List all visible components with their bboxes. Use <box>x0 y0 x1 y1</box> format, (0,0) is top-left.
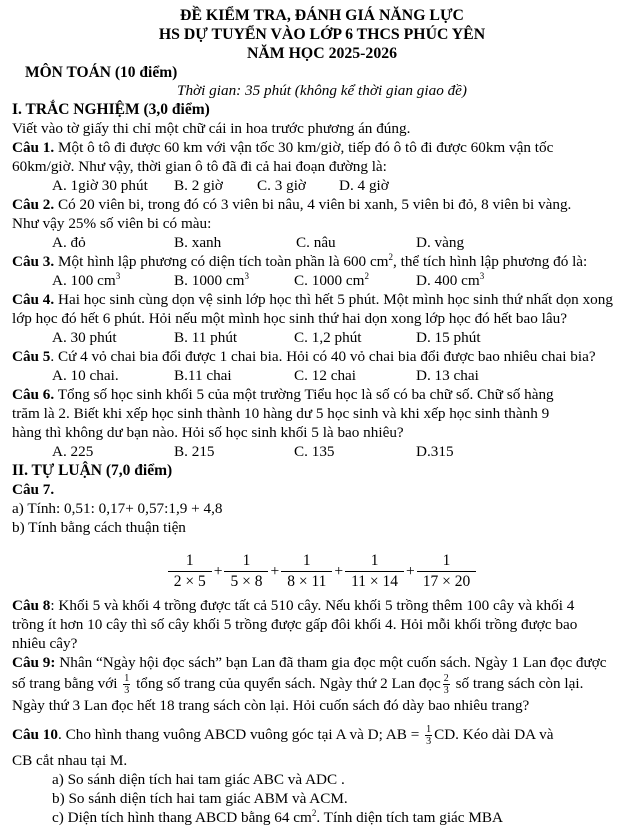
question-8 <box>12 596 632 653</box>
question-part-b: b) Tính bằng cách thuận tiện <box>12 519 186 536</box>
question-part-a: a) Tính: 0,51: 0,17+ 0,57:1,9 + 4,8 <box>12 500 223 517</box>
question-text: trăm là 2. Biết khi xếp học sinh thành 10 hàng dư 5 học sinh và khi xếp học sinh thành 9 <box>12 405 550 422</box>
question-text: Tổng số học sinh khối 5 của một trường Tiểu học là số có ba chữ số. Chữ số hàng <box>54 386 554 403</box>
time-note: Thời gian: 35 phút (không kể thời gian giao đề) <box>177 82 467 99</box>
option-c: C. 135 <box>294 443 335 460</box>
plus-sign: + <box>270 563 280 580</box>
question-label: Câu 4. <box>12 291 55 308</box>
option-b: B. xanh <box>174 234 222 251</box>
question-label: Câu 3. <box>12 253 55 270</box>
fraction: $\frac{1}{3}$ <box>124 673 130 697</box>
options <box>12 271 632 290</box>
option-b: B.11 chai <box>174 367 232 384</box>
option-a: A. 225 <box>52 443 94 460</box>
question-2 <box>12 195 632 252</box>
options <box>12 176 632 195</box>
question-10 <box>12 723 632 827</box>
question-5 <box>12 347 632 385</box>
question-label: Câu 6. <box>12 386 55 403</box>
option-d: D. 15 phút <box>416 329 481 346</box>
option-b: B. 2 giờ <box>174 177 223 194</box>
option-d: D. 4 giờ <box>339 177 389 194</box>
question-7 <box>12 480 632 592</box>
question-label: Câu 7. <box>12 481 55 498</box>
fraction: $\frac{1}{11 \times 14}$ <box>348 551 401 592</box>
option-a: A. 1giờ 30 phút <box>52 177 148 194</box>
question-part-c: c) Diện tích hình thang ABCD bằng 64 $cm^2$. Tính diện tích tam giác MBA <box>52 808 503 827</box>
subject-heading: MÔN TOÁN (10 điểm) <box>25 64 178 81</box>
option-c: C. 1,2 phút <box>294 329 362 346</box>
option-d: D. 13 chai <box>416 367 479 384</box>
question-text: , thể tích hình lập phương đó là: <box>393 253 588 270</box>
question-label: Câu 10 <box>12 726 58 744</box>
exam-title-line2: HS DỰ TUYỂN VÀO LỚP 6 THCS PHÚC YÊN <box>158 26 486 43</box>
fraction: $\frac{1}{17 \times 20}$ <box>420 551 474 592</box>
plus-sign: + <box>213 563 223 580</box>
option-c: C. 3 giờ <box>257 177 306 194</box>
plus-sign: + <box>334 563 344 580</box>
question-part-b: b) So sánh diện tích hai tam giác ABM và ACM. <box>52 790 348 808</box>
question-text: Nhân “Ngày hội đọc sách” bạn Lan đã tham gia đọc một cuốn sách. Ngày 1 Lan đọc được <box>55 654 607 671</box>
question-text: nhiêu cây? <box>12 635 78 652</box>
option-a: A. 30 phút <box>52 329 117 346</box>
question-text: tổng số trang của quyển sách. Ngày thứ 2 Lan đọc <box>132 675 441 692</box>
option-a: A. 100 $cm^3$ <box>52 271 121 289</box>
question-text: CB cắt nhau tại M. <box>12 752 128 770</box>
question-label: Câu 5 <box>12 348 51 365</box>
question-text: trồng ít hơn 10 cây thì số cây khối 5 trồng được gấp đôi khối 4. Hỏi mỗi khối trồng được bao <box>12 616 578 633</box>
options <box>12 233 632 252</box>
fraction: $\frac{1}{8 \times 11}$ <box>284 551 329 592</box>
fraction-sum <box>12 551 632 592</box>
section-essay-heading: II. TỰ LUẬN (7,0 điểm) <box>12 462 173 479</box>
question-text: : Khối 5 và khối 4 trồng được tất cả 510 cây. Nếu khối 5 trồng thêm 100 cây và khối 4 <box>50 597 575 614</box>
question-9 <box>12 653 632 715</box>
option-d: D. vàng <box>416 234 465 251</box>
option-b: B. 215 <box>174 443 215 460</box>
question-text: . Cứ 4 vỏ chai bia đổi được 1 chai bia. Hỏi có 40 vỏ chai bia đổi được bao nhiêu chai bia? <box>50 348 596 365</box>
options <box>12 328 632 347</box>
question-part-a: a) So sánh diện tích hai tam giác ABC và ADC . <box>52 771 345 789</box>
question-text: Hai học sinh cùng dọn vệ sinh lớp học thì hết 5 phút. Một mình học sinh thứ nhất dọn xong <box>54 291 613 308</box>
option-b: B. 11 phút <box>174 329 238 346</box>
question-text: CD. Kéo dài DA và <box>434 726 554 744</box>
question-text: Ngày thứ 3 Lan đọc hết 18 trang sách còn lại. Hỏi cuốn sách đó dày bao nhiêu trang? <box>12 697 530 715</box>
question-label: Câu 8 <box>12 597 51 614</box>
section-multiple-choice-heading: I. TRẮC NGHIỆM (3,0 điểm) <box>12 101 210 118</box>
option-d: D. 400 $cm^3$ <box>416 271 485 289</box>
options <box>12 442 632 461</box>
question-4 <box>12 290 632 347</box>
question-label: Câu 1. <box>12 139 55 156</box>
question-text: số trang sách còn lại. <box>451 675 584 692</box>
option-a: A. 10 chai. <box>52 367 119 384</box>
fraction: $\frac{1}{3}$ <box>426 724 432 748</box>
question-text: Có 20 viên bi, trong đó có 3 viên bi nâu, 4 viên bi xanh, 5 viên bi đỏ, 8 viên bi vàng. <box>54 196 572 213</box>
question-6 <box>12 385 632 461</box>
question-text: số trang bằng với <box>12 675 122 692</box>
option-d: D.315 <box>416 443 454 460</box>
question-text: Như vậy 25% số viên bi có màu: <box>12 215 212 232</box>
fraction: $\frac{1}{5 \times 8}$ <box>227 551 265 592</box>
question-text: hàng thì không dư bạn nào. Hỏi số học sinh khối 5 là bao nhiêu? <box>12 424 404 441</box>
question-1 <box>12 138 632 195</box>
question-label: Câu 2. <box>12 196 55 213</box>
question-3 <box>12 252 632 290</box>
exam-page <box>12 0 632 827</box>
fraction: 1 2 × 5 <box>171 551 209 592</box>
option-c: C. 12 chai <box>294 367 357 384</box>
question-label: Câu 9: <box>12 654 56 671</box>
options <box>12 366 632 385</box>
option-b: B. 1000 $cm^3$ <box>174 271 249 289</box>
fraction: $\frac{2}{3}$ <box>443 673 449 697</box>
plus-sign: + <box>406 563 415 580</box>
option-c: C. 1000 $cm^2$ <box>294 271 369 289</box>
question-text: lớp học đó hết 6 phút. Hỏi nếu một mình học sinh thứ hai dọn xong lớp học đó hết bao lâu? <box>12 310 567 327</box>
option-c: C. nâu <box>296 234 336 251</box>
exam-title-line1: ĐỀ KIỂM TRA, ĐÁNH GIÁ NĂNG LỰC <box>180 7 464 24</box>
question-text: . Cho hình thang vuông ABCD vuông góc tại A và D; AB = <box>58 726 424 744</box>
superscript: 2 <box>388 252 393 262</box>
instruction: Viết vào tờ giấy thi chỉ một chữ cái in hoa trước phương án đúng. <box>12 120 411 137</box>
option-a: A. đỏ <box>52 234 86 251</box>
exam-title-line3: NĂM HỌC 2025-2026 <box>246 45 398 62</box>
question-text: Một ô tô đi được 60 km với vận tốc 30 km/giờ, tiếp đó ô tô đi được 60km vận tốc <box>54 139 554 156</box>
question-text: Một hình lập phương có diện tích toàn phần là 600 cm <box>54 253 389 270</box>
question-text: 60km/giờ. Như vậy, thời gian ô tô đã đi cả hai đoạn đường là: <box>12 158 387 175</box>
